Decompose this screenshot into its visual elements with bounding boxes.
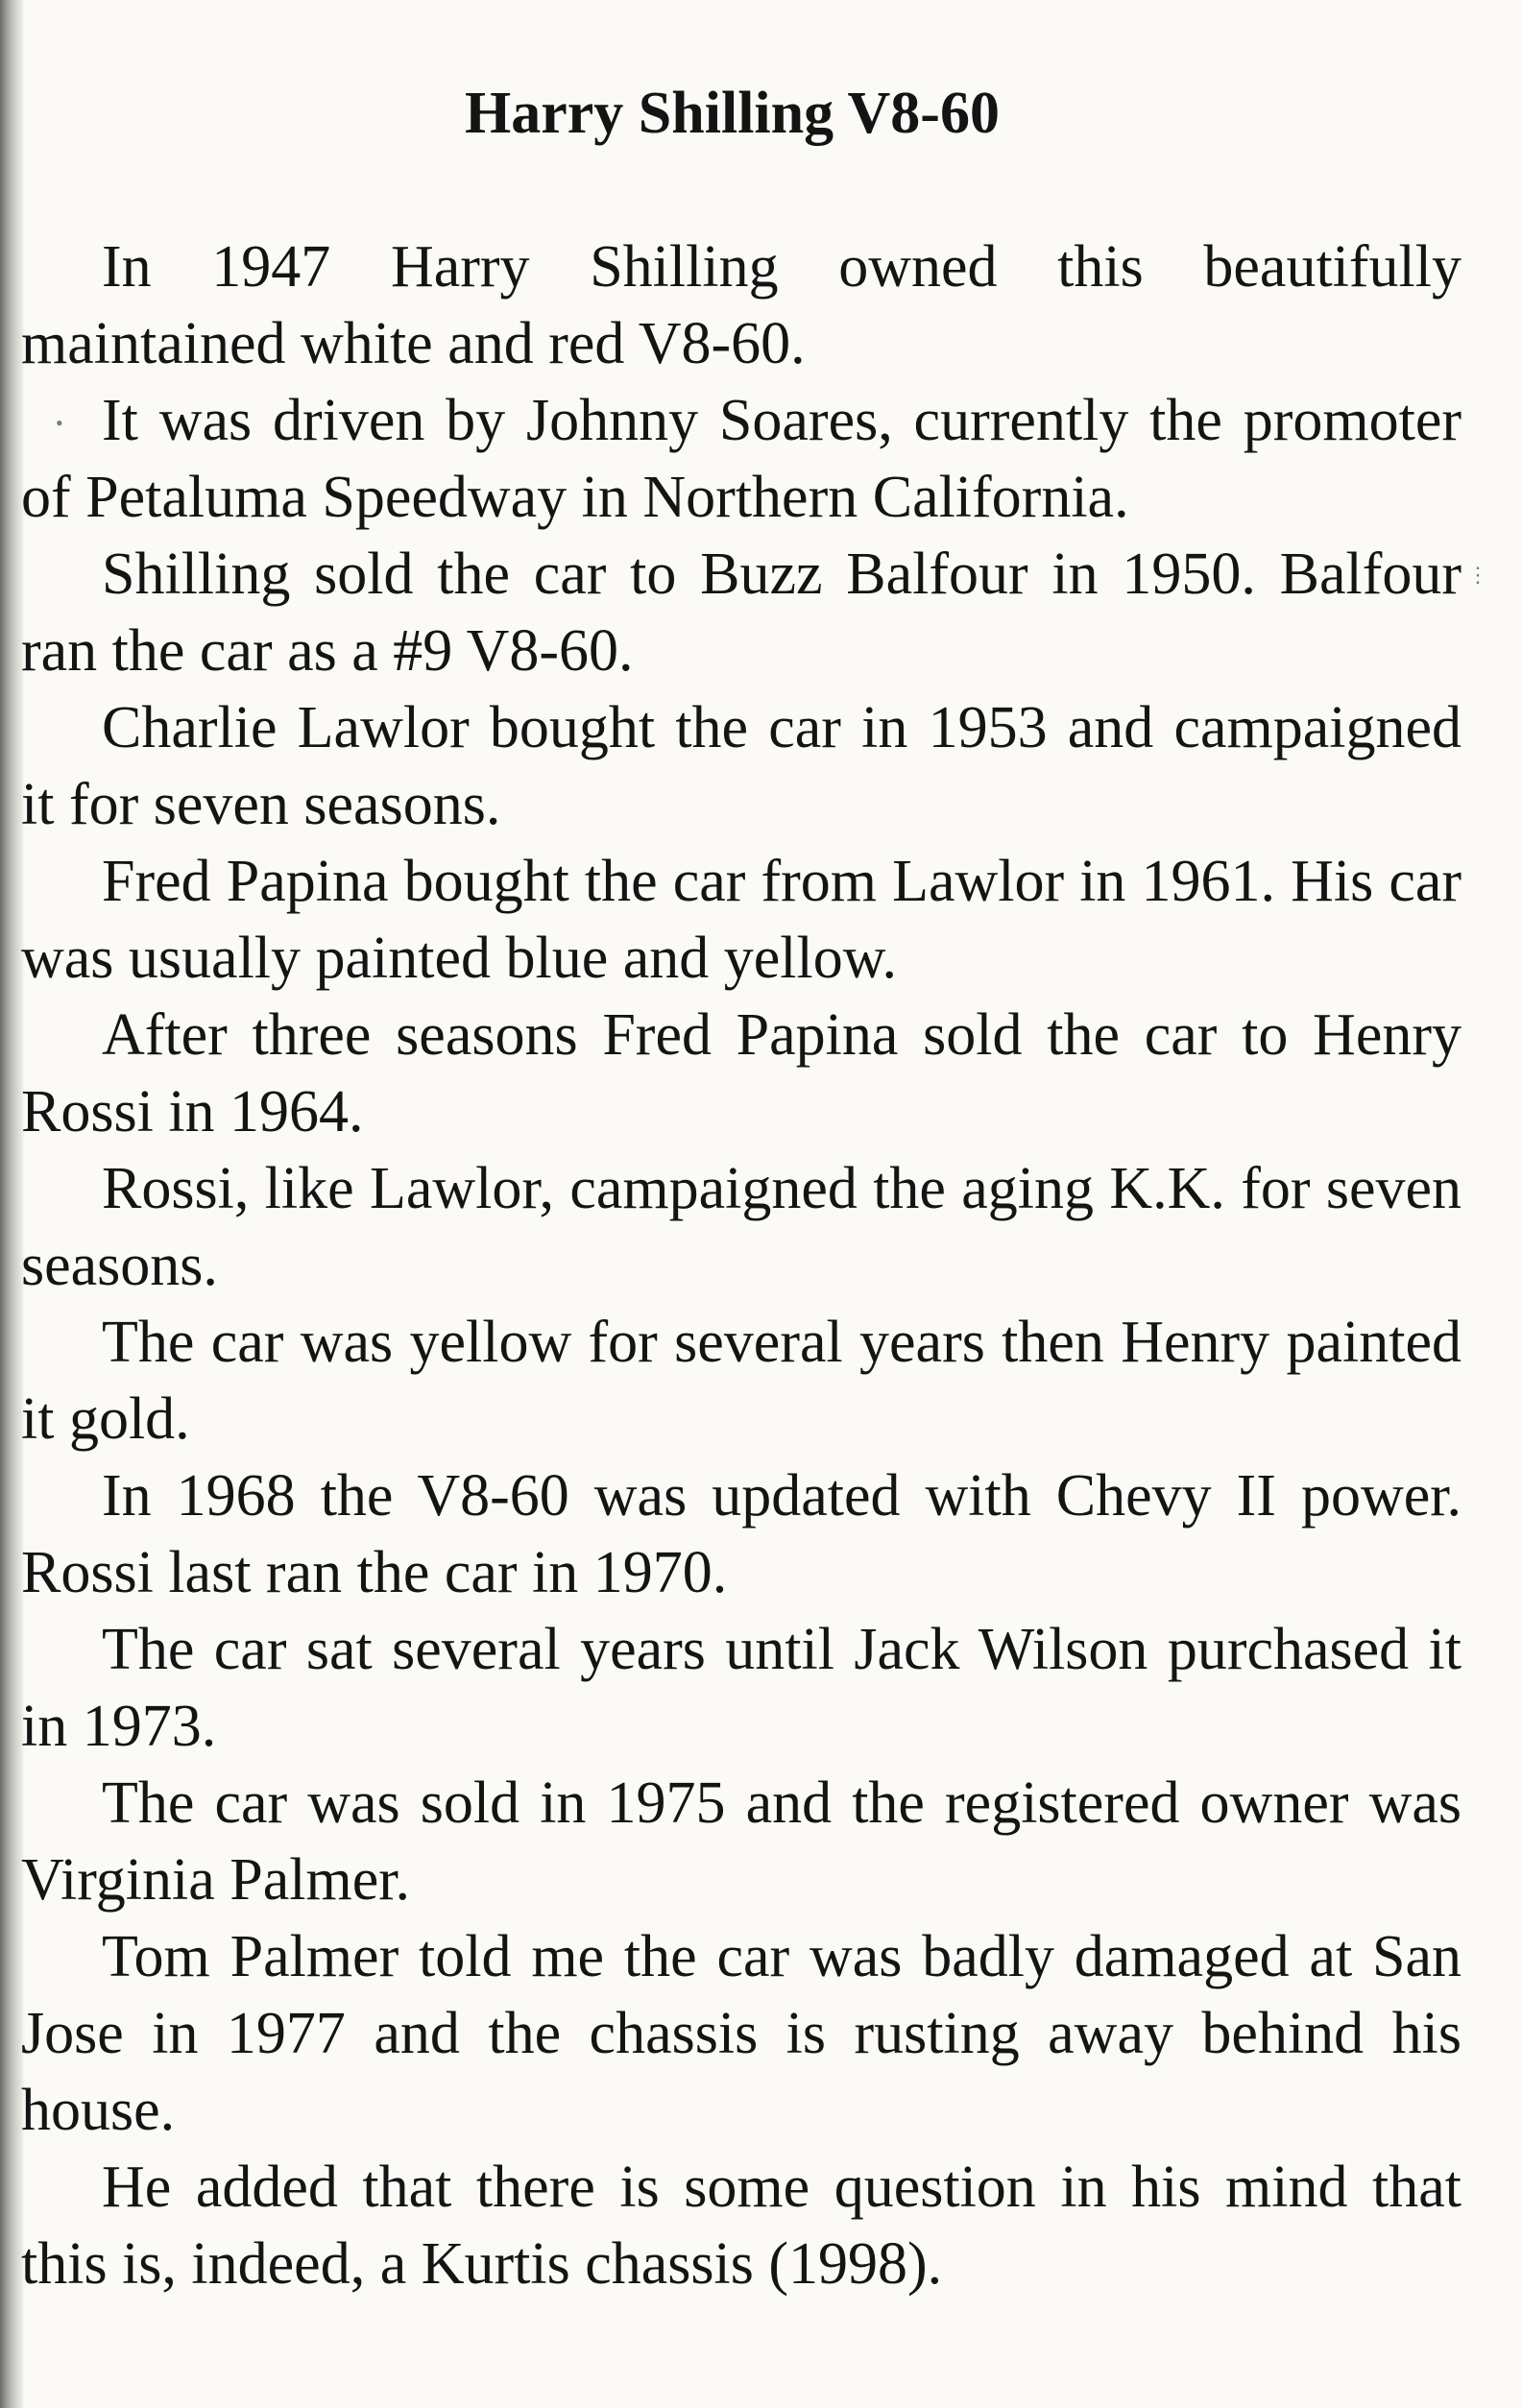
- article-title: Harry Shilling V8-60: [465, 81, 1000, 146]
- paragraph-2: It was driven by Johnny Soares, currently the promoter of Petaluma Speedway in Northern California.: [21, 388, 1462, 530]
- article-body: [21, 229, 1462, 2302]
- paragraph-6: After three seasons Fred Papina sold the car to Henry Rossi in 1964.: [21, 1002, 1462, 1144]
- paragraph-5: Fred Papina bought the car from Lawlor in 1961. His car was usually painted blue and yellow.: [21, 849, 1462, 991]
- paragraph-13: He added that there is some question in his mind that this is, indeed, a Kurtis chassis (1998).: [21, 2155, 1462, 2297]
- paragraph-11: The car was sold in 1975 and the registered owner was Virginia Palmer.: [21, 1770, 1462, 1913]
- paragraph-7: Rossi, like Lawlor, campaigned the aging K.K. for seven seasons.: [21, 1156, 1462, 1298]
- paragraph-8: The car was yellow for several years then Henry painted it gold.: [21, 1310, 1462, 1452]
- paragraph-9: In 1968 the V8-60 was updated with Chevy II power. Rossi last ran the car in 1970.: [21, 1463, 1462, 1605]
- scan-speck-mark: •: [56, 411, 63, 435]
- paragraph-3: Shilling sold the car to Buzz Balfour in 1950. Balfour ran the car as a #9 V8-60.: [21, 542, 1462, 684]
- scan-speck-mark: ⋮: [1467, 563, 1488, 587]
- paragraph-10: The car sat several years until Jack Wilson purchased it in 1973.: [21, 1617, 1462, 1759]
- paragraph-4: Charlie Lawlor bought the car in 1953 and campaigned it for seven seasons.: [21, 695, 1462, 837]
- paragraph-12: Tom Palmer told me the car was badly damaged at San Jose in 1977 and the chassis is rusting away behind his house.: [21, 1924, 1462, 2143]
- paragraph-1: In 1947 Harry Shilling owned this beautifully maintained white and red V8-60.: [21, 234, 1462, 376]
